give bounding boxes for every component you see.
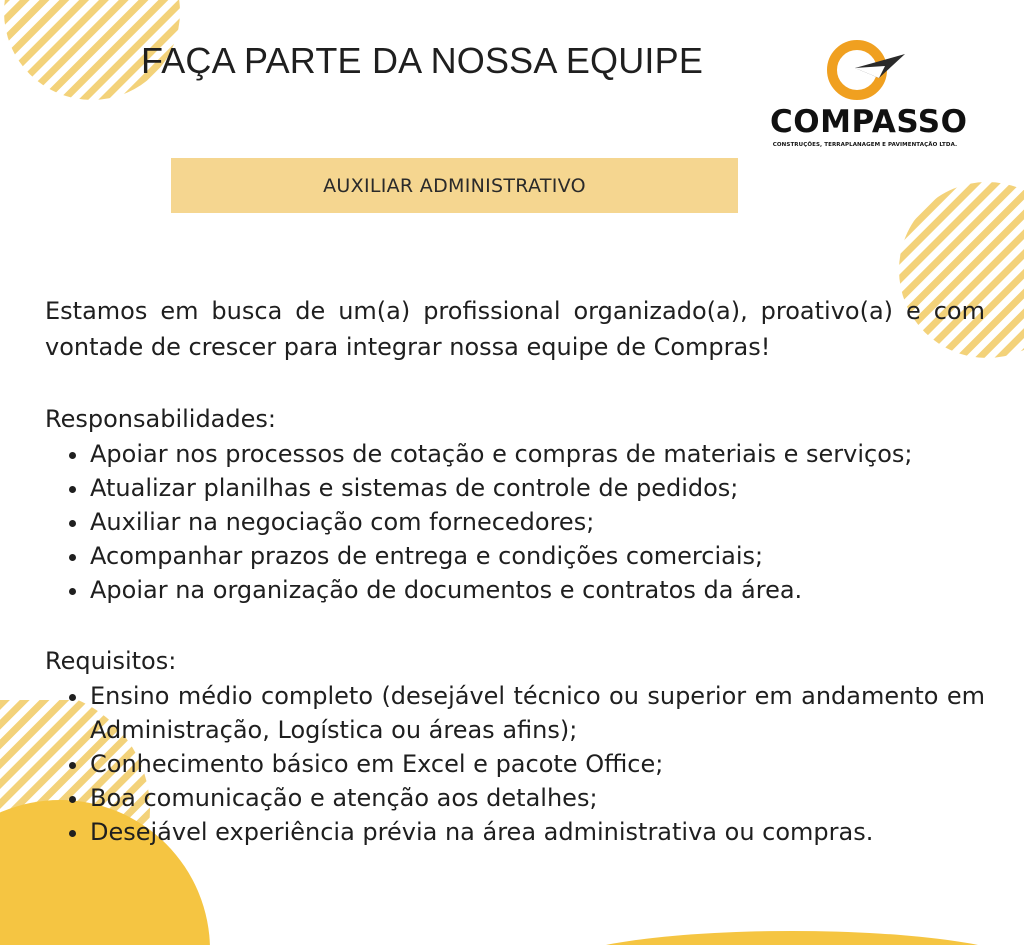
list-item: • Apoiar nos processos de cotação e compras de materiais e serviços; — [90, 437, 985, 471]
list-item: • Apoiar na organização de documentos e contratos da área. — [90, 573, 985, 607]
list-item: • Ensino médio completo (desejável técnico ou superior em andamento em Administração, Logística ou áreas afins); — [90, 679, 985, 747]
requirements-list — [45, 679, 985, 849]
list-item: • Acompanhar prazos de entrega e condições comerciais; — [90, 539, 985, 573]
list-item: • Auxiliar na negociação com fornecedores; — [90, 505, 985, 539]
responsibilities-heading: Responsabilidades: — [45, 405, 276, 433]
list-item: • Boa comunicação e atenção aos detalhes; — [90, 781, 985, 815]
compass-c-icon — [825, 38, 905, 102]
list-item: • Atualizar planilhas e sistemas de controle de pedidos; — [90, 471, 985, 505]
company-logo — [770, 38, 968, 153]
role-banner — [171, 158, 738, 213]
logo-name: COMPASSO — [770, 104, 968, 140]
list-item: • Desejável experiência prévia na área administrativa ou compras. — [90, 815, 985, 849]
responsibilities-list — [45, 437, 985, 607]
requirements-heading: Requisitos: — [45, 647, 177, 675]
bottom-right-solid-arc — [560, 925, 1024, 945]
page-title: FAÇA PARTE DA NOSSA EQUIPE — [141, 40, 704, 81]
logo-tagline: CONSTRUÇÕES, TERRAPLANAGEM E PAVIMENTAÇÃO LTDA. — [772, 142, 958, 148]
role-label: AUXILIAR ADMINISTRATIVO — [323, 174, 586, 197]
list-item: • Conhecimento básico em Excel e pacote Office; — [90, 747, 985, 781]
intro-paragraph: Estamos em busca de um(a) profissional organizado(a), proativo(a) e com vontade de crescer para integrar nossa equipe de Compras! — [45, 297, 985, 361]
job-description — [45, 293, 985, 849]
